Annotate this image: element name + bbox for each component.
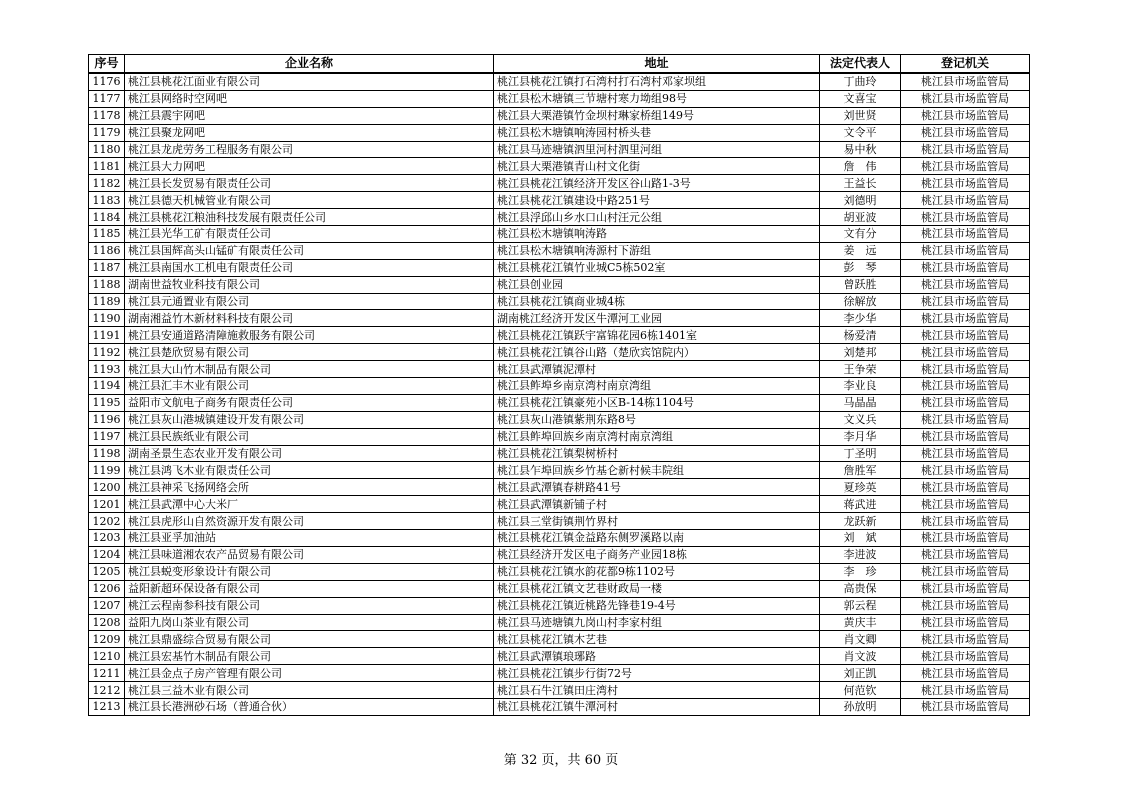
company-name-cell: 桃江县安通道路清障施救服务有限公司 (125, 327, 494, 344)
address-cell: 桃江县桃花江镇金益路东侧罗溪路以南 (494, 530, 820, 547)
table-row (89, 411, 1030, 428)
table-row (89, 614, 1030, 631)
registry-authority-cell: 桃江县市场监管局 (901, 546, 1030, 563)
company-name-cell: 桃江县鸿飞木业有限责任公司 (125, 462, 494, 479)
header-registry-authority: 登记机关 (901, 55, 1030, 74)
address-cell: 桃江县武潭镇泥潭村 (494, 361, 820, 378)
address-cell: 桃江县桃花江镇步行街72号 (494, 665, 820, 682)
page-number: 第 32 页，共 60 页 (503, 753, 619, 768)
table-row (89, 73, 1030, 90)
company-name-cell: 桃江县长发贸易有限责任公司 (125, 175, 494, 192)
table-row (89, 276, 1030, 293)
company-name-cell: 益阳九岗山茶业有限公司 (125, 614, 494, 631)
company-name-cell: 桃江县聚龙网吧 (125, 124, 494, 141)
table-row (89, 496, 1030, 513)
header-address: 地址 (494, 55, 820, 74)
serial-no-cell: 1182 (89, 175, 125, 192)
address-cell: 桃江县松木塘镇三节塘村寒力坳组98号 (494, 90, 820, 107)
header-company-name: 企业名称 (125, 55, 494, 74)
address-cell: 桃江县三堂街镇荆竹界村 (494, 513, 820, 530)
table-row (89, 394, 1030, 411)
registry-authority-cell: 桃江县市场监管局 (901, 276, 1030, 293)
legal-rep-cell: 刘楚邦 (820, 344, 901, 361)
table-row (89, 141, 1030, 158)
address-cell: 桃江县桃花江镇文艺巷财政局一楼 (494, 580, 820, 597)
legal-rep-cell: 李进波 (820, 546, 901, 563)
company-name-cell: 桃江县蜕变形象设计有限公司 (125, 563, 494, 580)
registry-authority-cell: 桃江县市场监管局 (901, 209, 1030, 226)
company-name-cell: 桃江县三益木业有限公司 (125, 682, 494, 699)
registry-authority-cell: 桃江县市场监管局 (901, 428, 1030, 445)
serial-no-cell: 1177 (89, 90, 125, 107)
company-name-cell: 桃江县龙虎劳务工程服务有限公司 (125, 141, 494, 158)
registry-authority-cell: 桃江县市场监管局 (901, 242, 1030, 259)
legal-rep-cell: 丁曲玲 (820, 73, 901, 90)
registry-authority-cell: 桃江县市场监管局 (901, 175, 1030, 192)
legal-rep-cell: 杨爱清 (820, 327, 901, 344)
address-cell: 桃江县松木塘镇响涛园村桥头巷 (494, 124, 820, 141)
registry-authority-cell: 桃江县市场监管局 (901, 411, 1030, 428)
table-row (89, 546, 1030, 563)
table-row (89, 107, 1030, 124)
company-name-cell: 桃江县亚孚加油站 (125, 530, 494, 547)
legal-rep-cell: 丁圣明 (820, 445, 901, 462)
registry-authority-cell: 桃江县市场监管局 (901, 631, 1030, 648)
serial-no-cell: 1188 (89, 276, 125, 293)
serial-no-cell: 1193 (89, 361, 125, 378)
table-header (89, 55, 1030, 74)
legal-rep-cell: 曾跃胜 (820, 276, 901, 293)
serial-no-cell: 1210 (89, 648, 125, 665)
table-row (89, 259, 1030, 276)
table-row (89, 479, 1030, 496)
address-cell: 桃江县桃花江镇打石湾村打石湾村邓家坝组 (494, 73, 820, 90)
company-name-cell: 桃江县德天机械管业有限公司 (125, 192, 494, 209)
registry-authority-cell: 桃江县市场监管局 (901, 698, 1030, 715)
address-cell: 桃江县鲊埠乡南京湾村南京湾组 (494, 378, 820, 395)
table-row (89, 361, 1030, 378)
table-row (89, 631, 1030, 648)
table-row (89, 310, 1030, 327)
company-name-cell: 桃江县鼎盛综合贸易有限公司 (125, 631, 494, 648)
company-name-cell: 桃江县味道湘农农产品贸易有限公司 (125, 546, 494, 563)
legal-rep-cell: 刘 斌 (820, 530, 901, 547)
legal-rep-cell: 高贵保 (820, 580, 901, 597)
serial-no-cell: 1204 (89, 546, 125, 563)
registry-authority-cell: 桃江县市场监管局 (901, 648, 1030, 665)
address-cell: 桃江县桃花江镇梨树桥村 (494, 445, 820, 462)
registry-table (88, 54, 1030, 716)
table-row (89, 428, 1030, 445)
serial-no-cell: 1179 (89, 124, 125, 141)
company-name-cell: 桃江县武潭中心大米厂 (125, 496, 494, 513)
legal-rep-cell: 李 珍 (820, 563, 901, 580)
company-name-cell: 桃江县大山竹木制品有限公司 (125, 361, 494, 378)
legal-rep-cell: 何范钦 (820, 682, 901, 699)
address-cell: 桃江县桃花江镇近桃路先锋巷19-4号 (494, 597, 820, 614)
table-row (89, 648, 1030, 665)
registry-authority-cell: 桃江县市场监管局 (901, 327, 1030, 344)
table-row (89, 563, 1030, 580)
address-cell: 桃江县桃花江镇水韵花都9栋1102号 (494, 563, 820, 580)
address-cell: 桃江县桃花江镇木艺巷 (494, 631, 820, 648)
table-row (89, 344, 1030, 361)
serial-no-cell: 1178 (89, 107, 125, 124)
legal-rep-cell: 李少华 (820, 310, 901, 327)
registry-authority-cell: 桃江县市场监管局 (901, 513, 1030, 530)
registry-authority-cell: 桃江县市场监管局 (901, 580, 1030, 597)
address-cell: 桃江县松木塘镇响涛路 (494, 226, 820, 243)
address-cell: 桃江县松木塘镇响涛源村下游组 (494, 242, 820, 259)
company-name-cell: 桃江云程南参科技有限公司 (125, 597, 494, 614)
serial-no-cell: 1203 (89, 530, 125, 547)
registry-authority-cell: 桃江县市场监管局 (901, 226, 1030, 243)
serial-no-cell: 1199 (89, 462, 125, 479)
table-row (89, 293, 1030, 310)
serial-no-cell: 1192 (89, 344, 125, 361)
address-cell: 桃江县乍埠回族乡竹基仑新村候丰院组 (494, 462, 820, 479)
serial-no-cell: 1205 (89, 563, 125, 580)
registry-authority-cell: 桃江县市场监管局 (901, 530, 1030, 547)
table-row (89, 682, 1030, 699)
company-name-cell: 桃江县国辉高头山锰矿有限责任公司 (125, 242, 494, 259)
legal-rep-cell: 黄庆丰 (820, 614, 901, 631)
company-name-cell: 桃江县金点子房产管理有限公司 (125, 665, 494, 682)
address-cell: 桃江县桃花江镇建设中路251号 (494, 192, 820, 209)
table-row (89, 462, 1030, 479)
company-name-cell: 桃江县民族纸业有限公司 (125, 428, 494, 445)
company-name-cell: 桃江县光华工矿有限责任公司 (125, 226, 494, 243)
registry-authority-cell: 桃江县市场监管局 (901, 192, 1030, 209)
registry-authority-cell: 桃江县市场监管局 (901, 73, 1030, 90)
serial-no-cell: 1184 (89, 209, 125, 226)
serial-no-cell: 1195 (89, 394, 125, 411)
company-name-cell: 湖南世益牧业科技有限公司 (125, 276, 494, 293)
company-name-cell: 湖南圣景生态农业开发有限公司 (125, 445, 494, 462)
table-row (89, 530, 1030, 547)
company-name-cell: 桃江县宏基竹木制品有限公司 (125, 648, 494, 665)
serial-no-cell: 1213 (89, 698, 125, 715)
serial-no-cell: 1180 (89, 141, 125, 158)
serial-no-cell: 1181 (89, 158, 125, 175)
serial-no-cell: 1194 (89, 378, 125, 395)
registry-authority-cell: 桃江县市场监管局 (901, 614, 1030, 631)
registry-authority-cell: 桃江县市场监管局 (901, 310, 1030, 327)
address-cell: 桃江县武潭镇春耕路41号 (494, 479, 820, 496)
legal-rep-cell: 文有分 (820, 226, 901, 243)
serial-no-cell: 1196 (89, 411, 125, 428)
company-name-cell: 桃江县汇丰木业有限公司 (125, 378, 494, 395)
serial-no-cell: 1206 (89, 580, 125, 597)
legal-rep-cell: 蒋武进 (820, 496, 901, 513)
address-cell: 桃江县桃花江镇跃宇富锦花园6栋1401室 (494, 327, 820, 344)
serial-no-cell: 1211 (89, 665, 125, 682)
legal-rep-cell: 彭 琴 (820, 259, 901, 276)
table-row (89, 698, 1030, 715)
legal-rep-cell: 徐解放 (820, 293, 901, 310)
registry-authority-cell: 桃江县市场监管局 (901, 682, 1030, 699)
header-legal-rep: 法定代表人 (820, 55, 901, 74)
table-row (89, 209, 1030, 226)
address-cell: 桃江县马迹塘镇泗里河村泗里河组 (494, 141, 820, 158)
table-row (89, 90, 1030, 107)
table-row (89, 327, 1030, 344)
company-name-cell: 桃江县虎形山自然资源开发有限公司 (125, 513, 494, 530)
legal-rep-cell: 刘正凯 (820, 665, 901, 682)
address-cell: 桃江县桃花江镇经济开发区谷山路1-3号 (494, 175, 820, 192)
legal-rep-cell: 李业良 (820, 378, 901, 395)
legal-rep-cell: 龙跃新 (820, 513, 901, 530)
company-name-cell: 桃江县桃花江粮油科技发展有限责任公司 (125, 209, 494, 226)
legal-rep-cell: 肖文波 (820, 648, 901, 665)
registry-authority-cell: 桃江县市场监管局 (901, 597, 1030, 614)
registry-authority-cell: 桃江县市场监管局 (901, 394, 1030, 411)
company-name-cell: 桃江县网络时空网吧 (125, 90, 494, 107)
legal-rep-cell: 易中秋 (820, 141, 901, 158)
legal-rep-cell: 胡亚波 (820, 209, 901, 226)
legal-rep-cell: 夏珍英 (820, 479, 901, 496)
table-row (89, 124, 1030, 141)
address-cell: 桃江县桃花江镇谷山路（楚欣宾馆院内） (494, 344, 820, 361)
address-cell: 湖南桃江经济开发区牛潭河工业园 (494, 310, 820, 327)
legal-rep-cell: 肖文卿 (820, 631, 901, 648)
registry-authority-cell: 桃江县市场监管局 (901, 124, 1030, 141)
serial-no-cell: 1201 (89, 496, 125, 513)
registry-authority-cell: 桃江县市场监管局 (901, 479, 1030, 496)
serial-no-cell: 1191 (89, 327, 125, 344)
legal-rep-cell: 姜 远 (820, 242, 901, 259)
legal-rep-cell: 王益长 (820, 175, 901, 192)
serial-no-cell: 1183 (89, 192, 125, 209)
address-cell: 桃江县创业园 (494, 276, 820, 293)
address-cell: 桃江县武潭镇新铺子村 (494, 496, 820, 513)
registry-authority-cell: 桃江县市场监管局 (901, 665, 1030, 682)
legal-rep-cell: 文令平 (820, 124, 901, 141)
address-cell: 桃江县石牛江镇田庄湾村 (494, 682, 820, 699)
table-row (89, 513, 1030, 530)
registry-authority-cell: 桃江县市场监管局 (901, 496, 1030, 513)
company-name-cell: 桃江县大力网吧 (125, 158, 494, 175)
company-name-cell: 桃江县南国水工机电有限责任公司 (125, 259, 494, 276)
serial-no-cell: 1176 (89, 73, 125, 90)
legal-rep-cell: 刘世贤 (820, 107, 901, 124)
table-row (89, 597, 1030, 614)
table-row (89, 192, 1030, 209)
legal-rep-cell: 郭云程 (820, 597, 901, 614)
table-row (89, 158, 1030, 175)
serial-no-cell: 1185 (89, 226, 125, 243)
address-cell: 桃江县经济开发区电子商务产业园18栋 (494, 546, 820, 563)
serial-no-cell: 1198 (89, 445, 125, 462)
serial-no-cell: 1209 (89, 631, 125, 648)
table-body (89, 73, 1030, 715)
address-cell: 桃江县桃花江镇牛潭河村 (494, 698, 820, 715)
company-name-cell: 桃江县灰山港城镇建设开发有限公司 (125, 411, 494, 428)
company-name-cell: 桃江县楚欣贸易有限公司 (125, 344, 494, 361)
registry-authority-cell: 桃江县市场监管局 (901, 445, 1030, 462)
registry-authority-cell: 桃江县市场监管局 (901, 107, 1030, 124)
legal-rep-cell: 詹胜军 (820, 462, 901, 479)
company-name-cell: 桃江县元通置业有限公司 (125, 293, 494, 310)
table-row (89, 242, 1030, 259)
registry-authority-cell: 桃江县市场监管局 (901, 462, 1030, 479)
serial-no-cell: 1190 (89, 310, 125, 327)
address-cell: 桃江县灰山港镇紫荆东路8号 (494, 411, 820, 428)
registry-authority-cell: 桃江县市场监管局 (901, 361, 1030, 378)
table-row (89, 378, 1030, 395)
table-row (89, 226, 1030, 243)
legal-rep-cell: 孙放明 (820, 698, 901, 715)
address-cell: 桃江县大栗港镇青山村文化街 (494, 158, 820, 175)
legal-rep-cell: 文喜宝 (820, 90, 901, 107)
serial-no-cell: 1202 (89, 513, 125, 530)
serial-no-cell: 1207 (89, 597, 125, 614)
serial-no-cell: 1208 (89, 614, 125, 631)
address-cell: 桃江县大栗港镇竹金坝村琳家桥组149号 (494, 107, 820, 124)
address-cell: 桃江县浮邱山乡水口山村汪元公组 (494, 209, 820, 226)
address-cell: 桃江县桃花江镇商业城4栋 (494, 293, 820, 310)
serial-no-cell: 1212 (89, 682, 125, 699)
company-name-cell: 桃江县神采飞扬网络会所 (125, 479, 494, 496)
table-row (89, 445, 1030, 462)
serial-no-cell: 1197 (89, 428, 125, 445)
company-name-cell: 湖南湘益竹木新材料科技有限公司 (125, 310, 494, 327)
legal-rep-cell: 刘德明 (820, 192, 901, 209)
serial-no-cell: 1189 (89, 293, 125, 310)
table-row (89, 580, 1030, 597)
serial-no-cell: 1187 (89, 259, 125, 276)
legal-rep-cell: 王争荣 (820, 361, 901, 378)
company-name-cell: 益阳市文航电子商务有限责任公司 (125, 394, 494, 411)
registry-authority-cell: 桃江县市场监管局 (901, 259, 1030, 276)
company-name-cell: 桃江县桃花江面业有限公司 (125, 73, 494, 90)
header-serial-no: 序号 (89, 55, 125, 74)
serial-no-cell: 1186 (89, 242, 125, 259)
table-row (89, 665, 1030, 682)
legal-rep-cell: 詹 伟 (820, 158, 901, 175)
address-cell: 桃江县马迹塘镇九岗山村李家村组 (494, 614, 820, 631)
legal-rep-cell: 马晶晶 (820, 394, 901, 411)
address-cell: 桃江县桃花江镇豪苑小区B-14栋1104号 (494, 394, 820, 411)
address-cell: 桃江县鲊埠回族乡南京湾村南京湾组 (494, 428, 820, 445)
table-row (89, 175, 1030, 192)
registry-authority-cell: 桃江县市场监管局 (901, 563, 1030, 580)
header-row (89, 55, 1030, 74)
registry-authority-cell: 桃江县市场监管局 (901, 378, 1030, 395)
address-cell: 桃江县桃花江镇竹业城C5栋502室 (494, 259, 820, 276)
company-name-cell: 桃江县震宇网吧 (125, 107, 494, 124)
registry-authority-cell: 桃江县市场监管局 (901, 344, 1030, 361)
legal-rep-cell: 文义兵 (820, 411, 901, 428)
registry-authority-cell: 桃江县市场监管局 (901, 158, 1030, 175)
company-name-cell: 益阳新超环保设备有限公司 (125, 580, 494, 597)
registry-authority-cell: 桃江县市场监管局 (901, 141, 1030, 158)
registry-authority-cell: 桃江县市场监管局 (901, 90, 1030, 107)
legal-rep-cell: 李月华 (820, 428, 901, 445)
company-name-cell: 桃江县长港洲砂石场（普通合伙） (125, 698, 494, 715)
serial-no-cell: 1200 (89, 479, 125, 496)
address-cell: 桃江县武潭镇琅琊路 (494, 648, 820, 665)
registry-authority-cell: 桃江县市场监管局 (901, 293, 1030, 310)
